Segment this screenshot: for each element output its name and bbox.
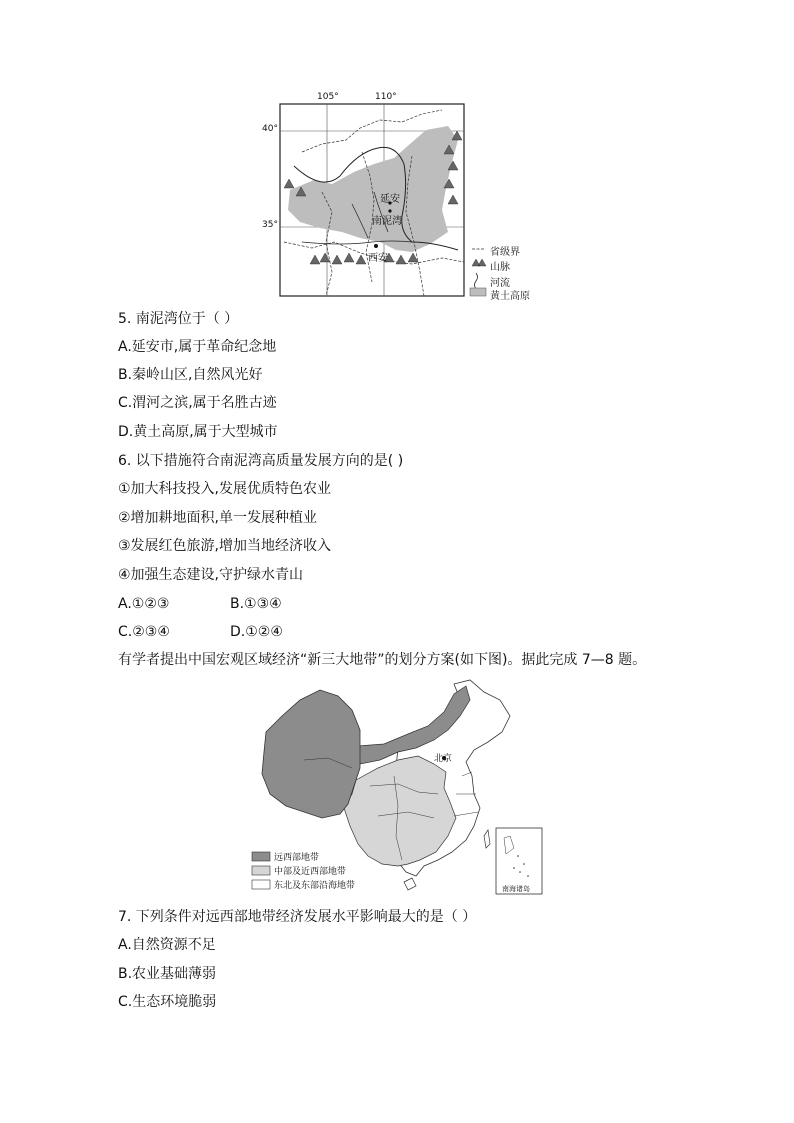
place-xian: 西安 [368,253,388,264]
q5-option-d[interactable]: D.黄土高原,属于大型城市 [118,424,278,440]
q7-option-a[interactable]: A.自然资源不足 [118,937,216,953]
q5-option-b[interactable]: B.秦岭山区,自然风光好 [118,367,263,383]
lat-label-40: 40° [262,124,278,134]
inset-south-china-sea: 南海诸岛 [502,885,530,893]
china-zones-map [248,676,548,898]
legend-loess-plateau: 黄土高原 [490,291,530,302]
q7-option-c[interactable]: C.生态环境脆弱 [118,994,217,1010]
q6-option-b[interactable]: B.①③④ [230,596,282,612]
lon-label-110: 110° [375,92,397,102]
q5-option-a[interactable]: A.延安市,属于革命纪念地 [118,339,277,355]
legend-mountain: 山脉 [490,262,510,273]
legend-central: 中部及近西部地带 [274,867,347,877]
legend-river: 河流 [490,278,510,289]
q6-stem: 6. 以下措施符合南泥湾高质量发展方向的是( ) [118,453,404,469]
label-beijing: 北京 [434,754,453,764]
loess-plateau-map-svg [262,92,562,304]
q7-8-intro: 有学者提出中国宏观区域经济“新三大地带”的划分方案(如下图)。据此完成 7—8 题。 [118,652,647,668]
legend-provincial-border: 省级界 [490,247,520,258]
q7-option-b[interactable]: B.农业基础薄弱 [118,966,217,982]
q6-item-1: ①加大科技投入,发展优质特色农业 [118,481,332,497]
lon-label-105: 105° [317,92,339,102]
lat-label-35: 35° [262,220,278,230]
q7-stem: 7. 下列条件对远西部地带经济发展水平影响最大的是（ ） [118,909,477,925]
legend-far-west: 远西部地带 [274,853,320,863]
q6-item-4: ④加强生态建设,守护绿水青山 [118,567,304,583]
q5-stem: 5. 南泥湾位于（ ） [118,311,239,327]
place-yanan: 延安 [380,194,400,205]
q5-option-c[interactable]: C.渭河之滨,属于名胜古迹 [118,395,277,411]
q6-option-d[interactable]: D.①②④ [230,624,283,640]
loess-plateau-map [262,92,562,304]
q6-option-a[interactable]: A.①②③ [118,596,170,612]
q6-item-3: ③发展红色旅游,增加当地经济收入 [118,538,332,554]
legend-east: 东北及东部沿海地带 [274,881,356,891]
q6-option-c[interactable]: C.②③④ [118,624,170,640]
zone-far-west [262,690,360,818]
q6-item-2: ②增加耕地面积,单一发展种植业 [118,510,318,526]
place-nanniwan: 南泥湾 [372,216,402,227]
